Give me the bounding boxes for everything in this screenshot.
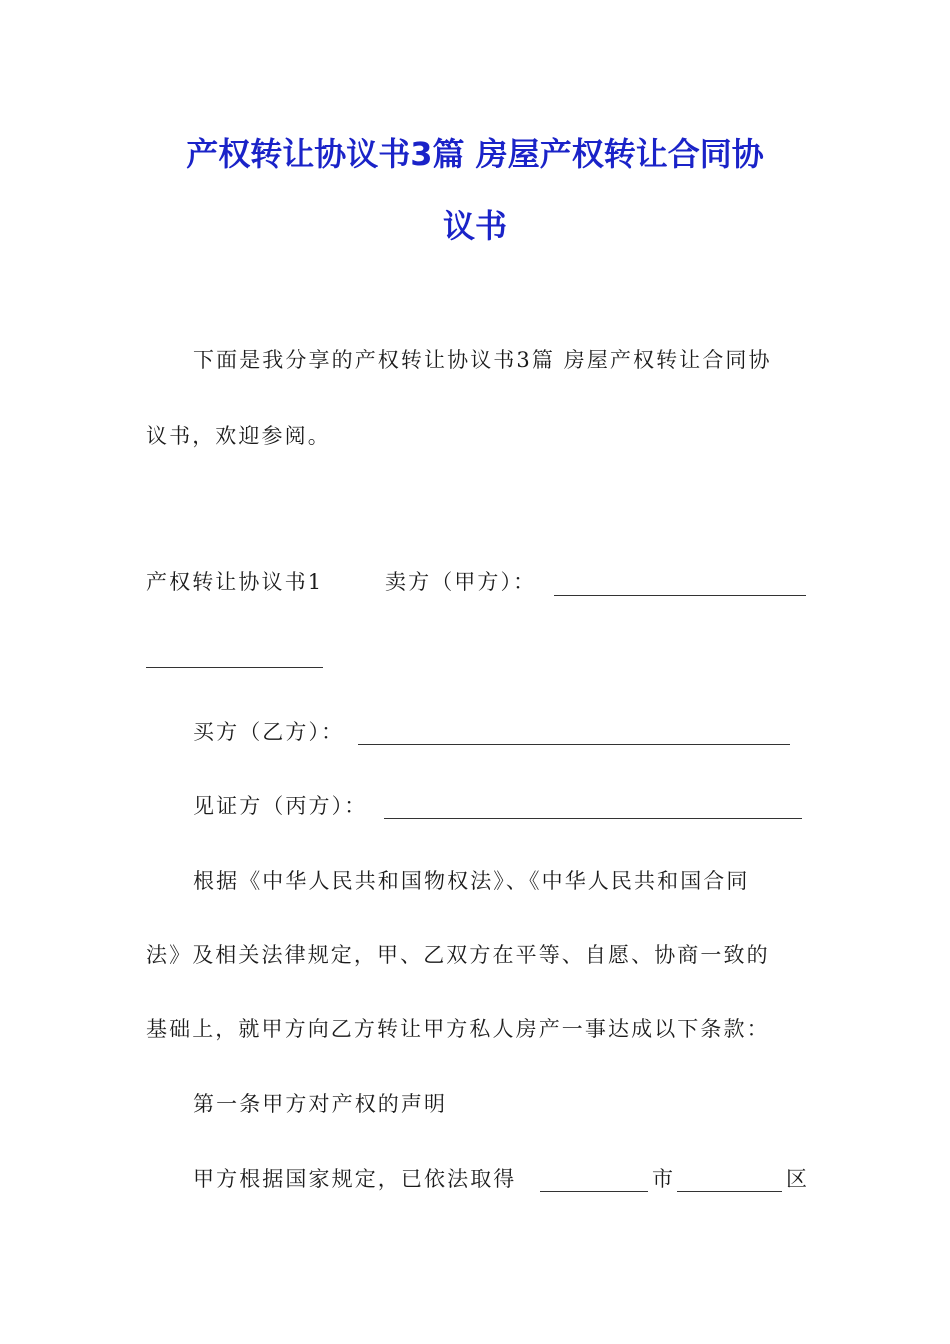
seller-blank-line-2 (146, 667, 323, 668)
document-title-line-2: 议书 (442, 207, 507, 245)
seller-label: 卖方（甲方）： (385, 570, 537, 594)
witness-label: 见证方（丙方）： (193, 794, 368, 818)
buyer-blank-line (358, 744, 790, 745)
article-1-title: 第一条甲方对产权的声明 (193, 1092, 448, 1116)
paragraph-1-line-3: 基础上，就甲方向乙方转让甲方私人房产一事达成以下条款： (146, 1017, 770, 1041)
intro-line-1: 下面是我分享的产权转让协议书3篇 房屋产权转让合同协 (193, 348, 772, 372)
document-title-line-1: 产权转让协议书3篇 房屋产权转让合同协 (186, 135, 764, 173)
seller-blank-line-1 (554, 595, 806, 596)
intro-line-2: 议书，欢迎参阅。 (146, 424, 331, 448)
buyer-label: 买方（乙方）： (193, 720, 345, 744)
city-blank-line (540, 1191, 648, 1192)
district-label: 区 (786, 1167, 810, 1191)
district-blank-line (677, 1191, 782, 1192)
paragraph-1-line-1: 根据《中华人民共和国物权法》、《中华人民共和国合同 (193, 869, 750, 893)
section-1-heading: 产权转让协议书1 (146, 570, 324, 594)
article-1-text: 甲方根据国家规定，已依法取得 (193, 1167, 517, 1191)
city-label: 市 (652, 1167, 676, 1191)
witness-blank-line (384, 818, 802, 819)
paragraph-1-line-2: 法》及相关法律规定，甲、乙双方在平等、自愿、协商一致的 (146, 943, 770, 967)
